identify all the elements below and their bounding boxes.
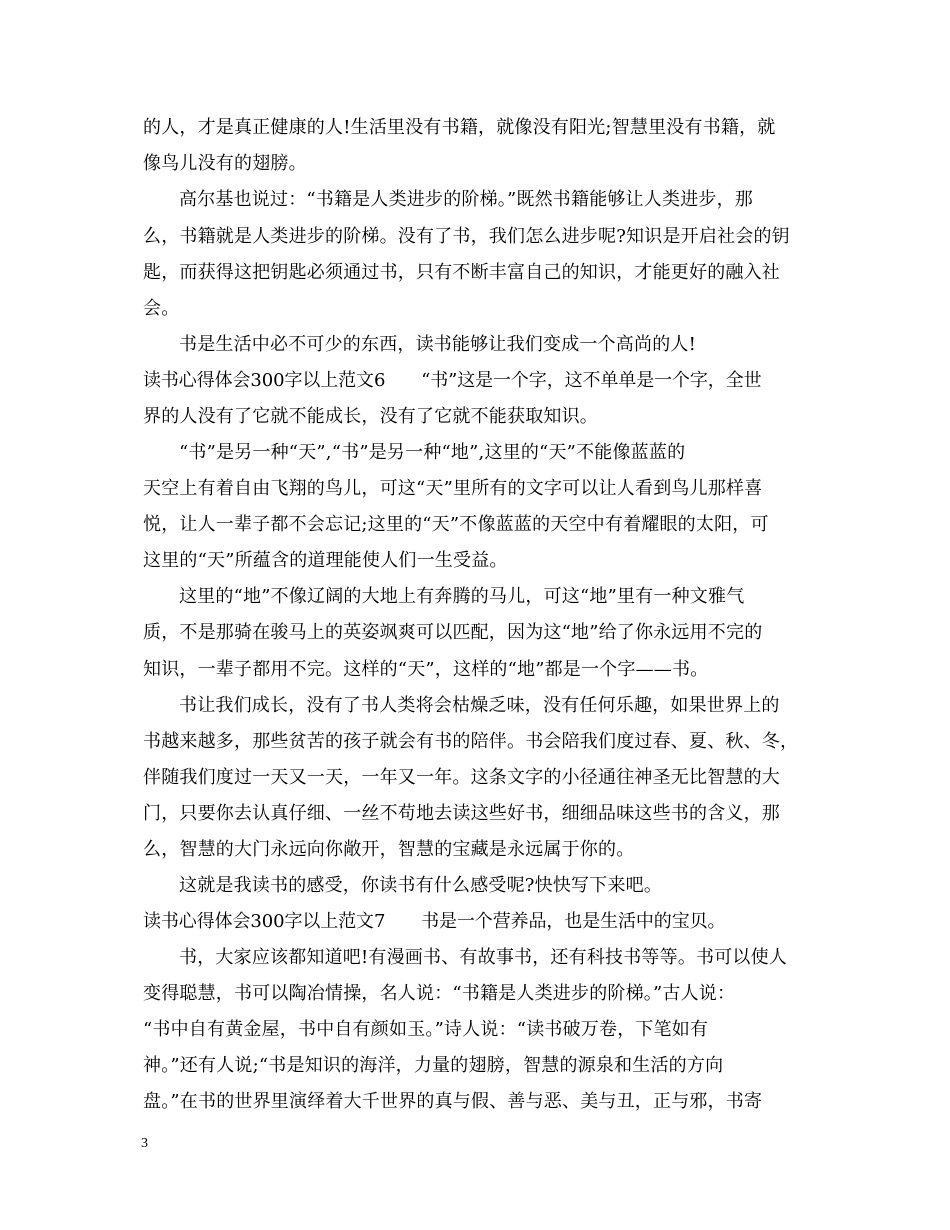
text-line: “书”是另一种“天”,“书”是另一种“地”,这里的“天”不能像蓝蓝的 (179, 442, 686, 463)
text-line: 这就是我读书的感受，你读书有什么感受呢?快快写下来吧。 (179, 875, 663, 896)
text-line: 悦，让人一辈子都不会忘记;这里的“天”不像蓝蓝的天空中有着耀眼的太阳，可 (143, 514, 769, 535)
section-heading-line: 读书心得体会300字以上范文6 “书”这是一个字，这不单单是一个字，全世 (143, 370, 762, 391)
text-line: 书让我们成长，没有了书人类将会枯燥乏味，没有任何乐趣，如果世界上的 (179, 695, 780, 716)
text-line: 质，不是那骑在骏马上的英姿飒爽可以匹配，因为这“地”给了你永远用不完的 (143, 622, 763, 643)
text-line: 知识，一辈子都用不完。这样的“天”，这样的“地”都是一个字——书。 (143, 659, 709, 680)
text-line: 这里的“地”不像辽阔的大地上有奔腾的马儿，可这“地”里有一种文雅气 (179, 586, 745, 607)
text-line: 匙，而获得这把钥匙必须通过书，只有不断丰富自己的知识，才能更好的融入社 (143, 262, 780, 283)
text-line: 书是生活中必不可少的东西，读书能够让我们变成一个高尚的人! (179, 334, 697, 355)
text-line: 神。”还有人说;“书是知识的海洋，力量的翅膀，智慧的源泉和生活的方向 (143, 1055, 724, 1076)
text-line: 界的人没有了它就不能成长，没有了它就不能获取知识。 (143, 406, 598, 427)
text-line: 盘。”在书的世界里演绎着大千世界的真与假、善与恶、美与丑，正与邪，书寄 (143, 1091, 763, 1112)
text-line: 么，书籍就是人类进步的阶梯。没有了书，我们怎么进步呢?知识是开启社会的钥 (143, 226, 790, 247)
text-line: 的人，才是真正健康的人!生活里没有书籍，就像没有阳光;智慧里没有书籍，就 (143, 117, 776, 138)
text-line: 变得聪慧，书可以陶冶情操，名人说：“书籍是人类进步的阶梯。”古人说： (143, 983, 736, 1004)
text-line: 会。 (143, 298, 180, 319)
text-line: 高尔基也说过：“书籍是人类进步的阶梯。”既然书籍能够让人类进步，那 (179, 189, 754, 210)
text-line: 伴随我们度过一天又一天，一年又一年。这条文字的小径通往神圣无比智慧的大 (143, 767, 780, 788)
text-line: 像鸟儿没有的翅膀。 (143, 153, 307, 174)
text-line: 书，大家应该都知道吧!有漫画书、有故事书，还有科技书等等。书可以使人 (179, 947, 788, 968)
text-line: 这里的“天”所蕴含的道理能使人们一生受益。 (143, 550, 508, 571)
section-heading-line: 读书心得体会300字以上范文7 书是一个营养品，也是生活中的宝贝。 (143, 911, 726, 932)
text-line: 书越来越多，那些贫苦的孩子就会有书的陪伴。书会陪我们度过春、夏、秋、冬， (143, 731, 799, 752)
text-line: 天空上有着自由飞翔的鸟儿，可这“天”里所有的文字可以让人看到鸟儿那样喜 (143, 478, 763, 499)
text-line: 门，只要你去认真仔细、一丝不苟地去读这些好书，细细品味这些书的含义，那 (143, 803, 780, 824)
page-number: 3 (141, 1136, 148, 1151)
text-line: “书中自有黄金屋，书中自有颜如玉。”诗人说：“读书破万卷，下笔如有 (143, 1019, 709, 1040)
text-line: 么，智慧的大门永远向你敞开，智慧的宝藏是永远属于你的。 (143, 839, 635, 860)
